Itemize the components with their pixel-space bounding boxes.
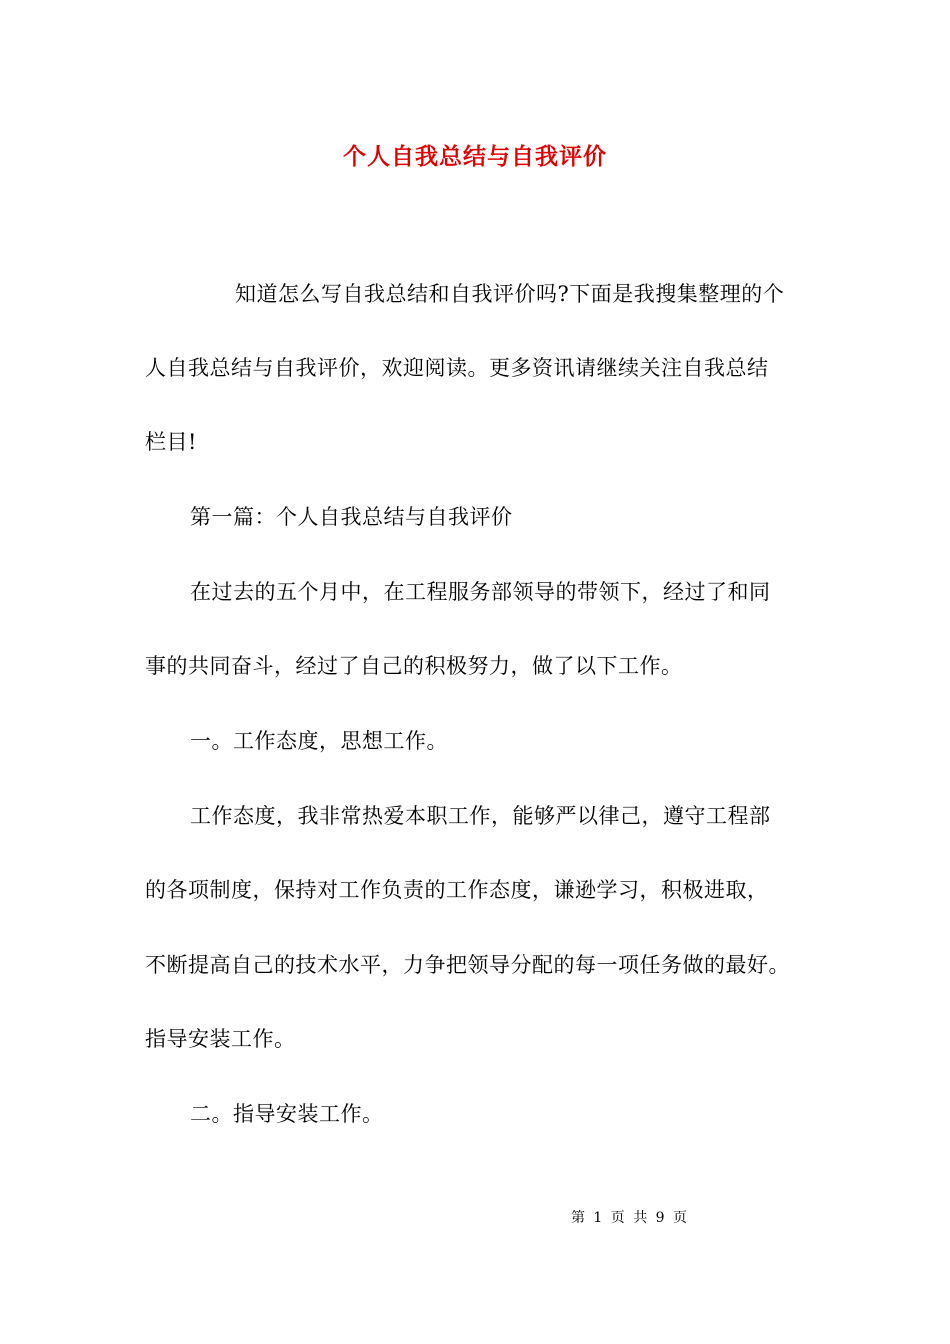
paragraph-line-7: 的各项制度，保持对工作负责的工作态度，谦逊学习，积极进取， [145,878,769,902]
paragraph-line-6: 工作态度，我非常热爱本职工作，能够严以律己，遵守工程部 [190,804,771,828]
page-footer: 第 1 页 共 9 页 [570,1210,690,1226]
subheading-1: 一。工作态度，思想工作。 [190,729,448,753]
paragraph-line-5: 事的共同奋斗，经过了自己的积极努力，做了以下工作。 [145,654,683,678]
paragraph-line-1: 知道怎么写自我总结和自我评价吗?下面是我搜集整理的个 [235,282,785,306]
paragraph-line-2: 人自我总结与自我评价，欢迎阅读。更多资讯请继续关注自我总结 [145,356,769,380]
subheading-2: 二。指导安装工作。 [190,1102,384,1126]
paragraph-line-8: 不断提高自己的技术水平，力争把领导分配的每一项任务做的最好。 [145,953,790,977]
paragraph-line-3: 栏目! [145,430,197,454]
paragraph-line-9: 指导安装工作。 [145,1027,296,1051]
document-title: 个人自我总结与自我评价 [343,143,607,170]
section-heading-1: 第一篇：个人自我总结与自我评价 [190,505,513,529]
paragraph-line-4: 在过去的五个月中，在工程服务部领导的带领下，经过了和同 [190,580,771,604]
